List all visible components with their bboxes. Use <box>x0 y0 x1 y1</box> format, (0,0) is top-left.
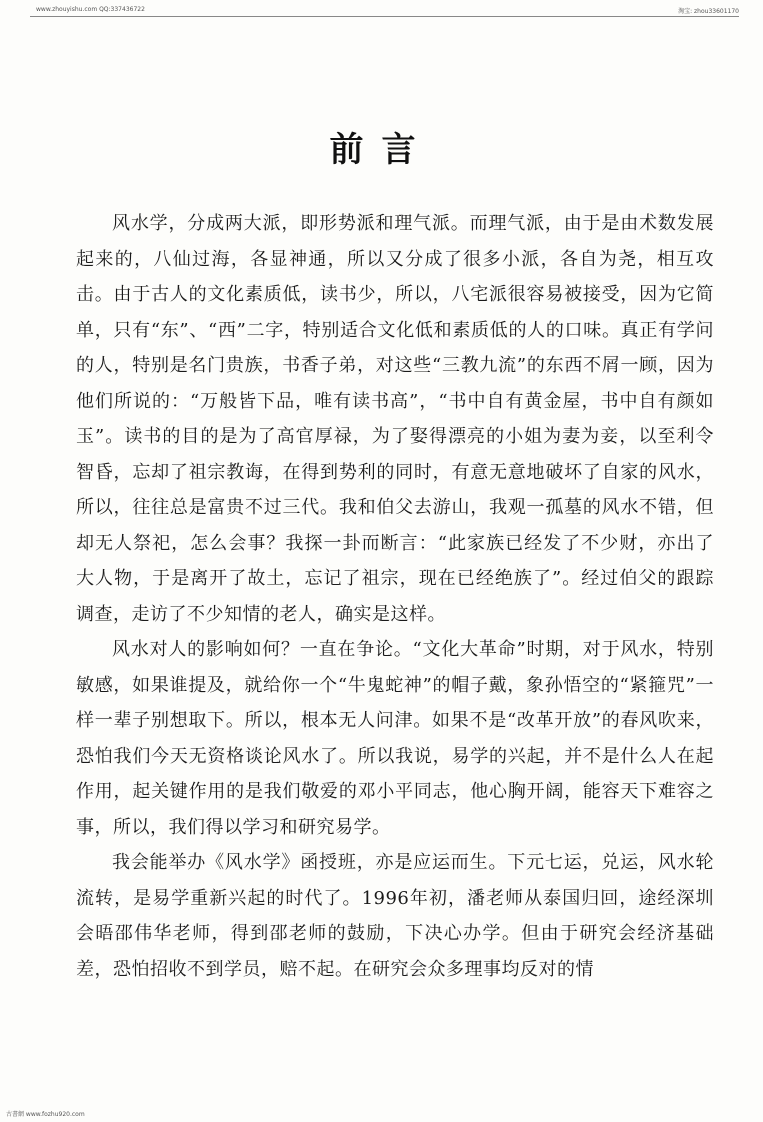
document-body <box>76 206 714 987</box>
paragraph-1: 风水学，分成两大派，即形势派和理气派。而理气派，由于是由术数发展起来的，八仙过海，各显神通，所以又分成了很多小派，各自为尧，相互攻击。由于古人的文化素质低，读书少，所以，八宅派很容易被接受，因为它简单，只有“东”、“西”二字，特别适合文化低和素质低的人的口味。真正有学问的人，特别是名门贵族，书香子弟，对这些“三教九流”的东西不屑一顾，因为他们所说的：“万般皆下品，唯有读书高”，“书中自有黄金屋，书中自有颜如玉”。读书的目的是为了高官厚禄，为了娶得漂亮的小姐为妻为妾，以至利令智昏，忘却了祖宗教诲，在得到势利的同时，有意无意地破坏了自家的风水，所以，往往总是富贵不过三代。我和伯父去游山，我观一孤墓的风水不错，但却无人祭祀，怎么会事？我探一卦而断言：“此家族已经发了不少财，亦出了大人物，于是离开了故土，忘记了祖宗，现在已经绝族了”。经过伯父的跟踪调查，走访了不少知情的老人，确实是这样。 <box>76 213 714 625</box>
header-divider <box>30 16 739 17</box>
footer-watermark: 古書網 www.fozhu920.com <box>6 1111 85 1118</box>
paragraph-3: 我会能举办《风水学》函授班，亦是应运而生。下元七运，兑运，风水轮流转，是易学重新兴起的时代了。1996年初，潘老师从泰国归回，途经深圳会晤邵伟华老师，得到邵老师的鼓励，下决心办学。但由于研究会经济基础差，恐怕招收不到学员，赔不起。在研究会众多理事均反对的情 <box>76 852 714 980</box>
paragraph-2: 风水对人的影响如何？一直在争论。“文化大革命”时期，对于风水，特别敏感，如果谁提及，就给你一个“牛鬼蛇神”的帽子戴，象孙悟空的“紧箍咒”一样一辈子别想取下。所以，根本无人问津。如果不是“改革开放”的春风吹来，恐怕我们今天无资格谈论风水了。所以我说，易学的兴起，并不是什么人在起作用，起关键作用的是我们敬爱的邓小平同志，他心胸开阔，能容天下难容之事，所以，我们得以学习和研究易学。 <box>76 639 714 838</box>
header-left-text: www.zhouyishu.com QQ:337436722 <box>36 6 145 13</box>
header-right-text: 淘宝: zhou33601170 <box>678 8 739 15</box>
scan-header <box>0 0 763 22</box>
page-title: 前言 <box>329 130 434 170</box>
